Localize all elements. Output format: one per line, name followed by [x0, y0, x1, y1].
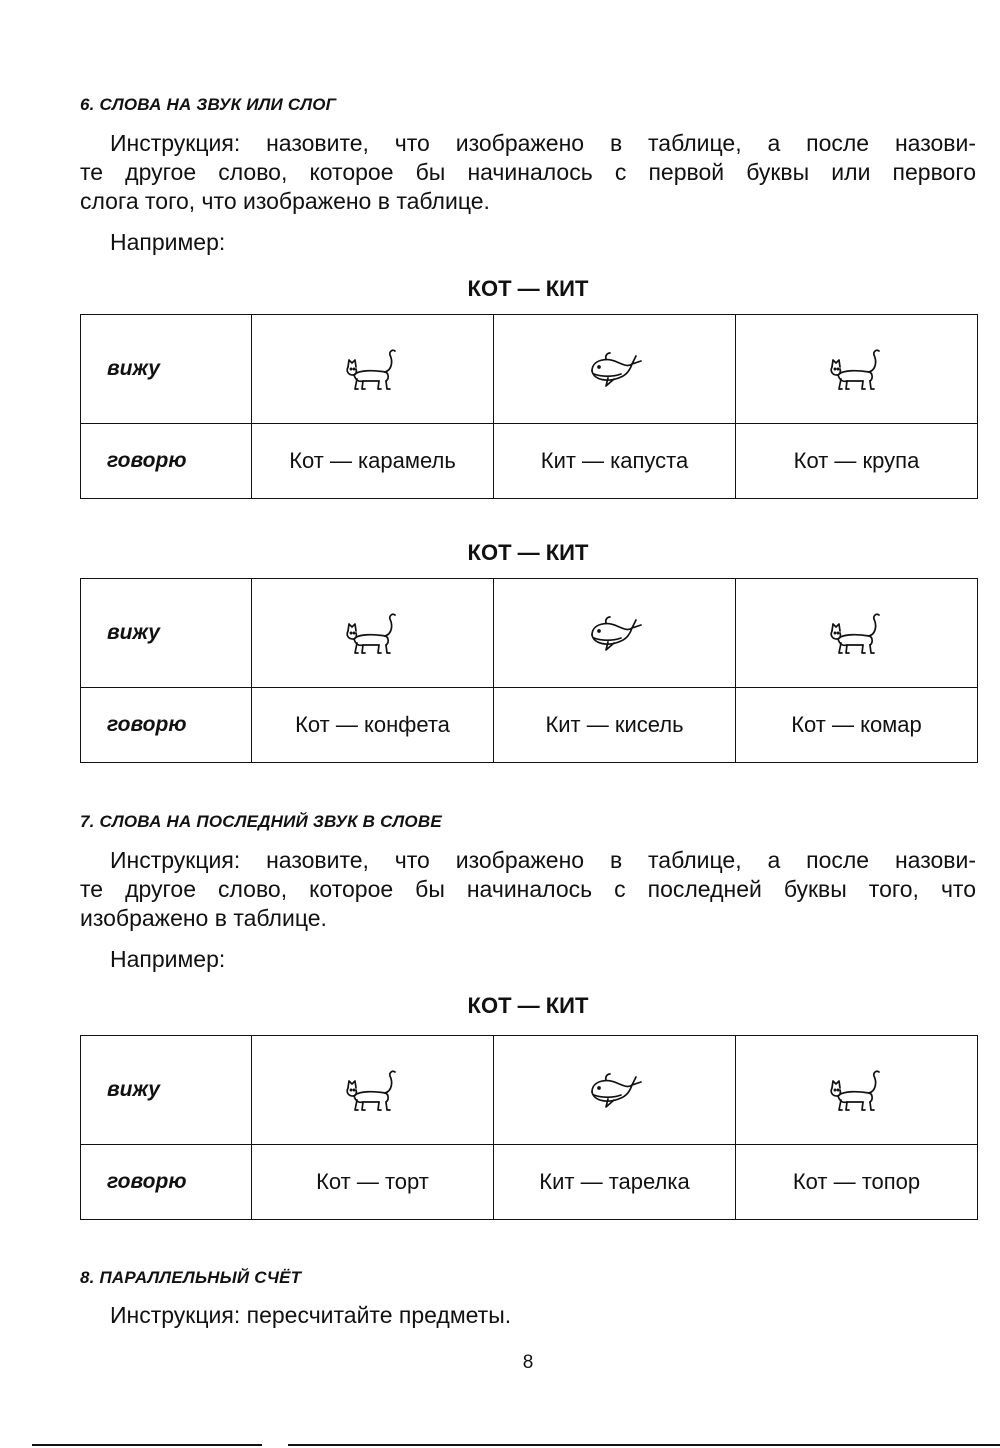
- whale-icon: [586, 619, 644, 644]
- instruction-line: изображено в таблице.: [80, 905, 327, 931]
- cat-icon: [344, 619, 402, 644]
- picture-cell: [736, 315, 978, 424]
- say-label: говорю: [81, 424, 252, 499]
- say-label: говорю: [81, 1145, 252, 1220]
- word-table-2: [80, 578, 978, 763]
- instruction-line: те другое слово, которое бы начиналось с последней буквы того, что: [80, 876, 976, 902]
- example-label: Например:: [110, 946, 226, 972]
- cat-icon: [344, 355, 402, 380]
- word-cell: Кот — торт: [252, 1145, 494, 1220]
- word-cell: Кот — крупа: [736, 424, 978, 499]
- example-label: Например:: [110, 229, 226, 255]
- section-6-heading: 6. СЛОВА НА ЗВУК ИЛИ СЛОГ: [80, 95, 337, 114]
- footer-rule-right: [288, 1444, 1000, 1446]
- footer-rule-left: [32, 1444, 262, 1446]
- picture-cell: [736, 1036, 978, 1145]
- table-caption: КОТ — КИТ: [467, 276, 589, 301]
- say-label: говорю: [81, 688, 252, 763]
- section-6-instruction: [80, 129, 976, 216]
- table-caption: КОТ — КИТ: [467, 993, 589, 1018]
- instruction-line: Инструкция: назовите, что изображено в таблице, а после назови-: [110, 847, 976, 873]
- instruction-line: слога того, что изображено в таблице.: [80, 188, 490, 214]
- section-8-heading: 8. ПАРАЛЛЕЛЬНЫЙ СЧЁТ: [80, 1268, 302, 1287]
- cat-icon: [344, 1076, 402, 1101]
- cat-icon: [828, 355, 886, 380]
- word-cell: Кот — конфета: [252, 688, 494, 763]
- section-7-instruction: [80, 846, 976, 933]
- picture-cell: [252, 579, 494, 688]
- picture-cell: [494, 579, 736, 688]
- section-7-heading: 7. СЛОВА НА ПОСЛЕДНИЙ ЗВУК В СЛОВЕ: [80, 812, 442, 831]
- word-cell: Кот — комар: [736, 688, 978, 763]
- see-label: вижу: [81, 579, 252, 688]
- see-label: вижу: [81, 315, 252, 424]
- page-number: 8: [522, 1352, 534, 1373]
- word-table-3: [80, 1035, 978, 1220]
- picture-cell: [252, 315, 494, 424]
- word-cell: Кит — кисель: [494, 688, 736, 763]
- picture-cell: [736, 579, 978, 688]
- picture-cell: [494, 1036, 736, 1145]
- whale-icon: [586, 1076, 644, 1101]
- whale-icon: [586, 355, 644, 380]
- cat-icon: [828, 619, 886, 644]
- table-caption: КОТ — КИТ: [467, 540, 589, 565]
- picture-cell: [252, 1036, 494, 1145]
- cat-icon: [828, 1076, 886, 1101]
- picture-cell: [494, 315, 736, 424]
- word-cell: Кот — карамель: [252, 424, 494, 499]
- word-cell: Кит — капуста: [494, 424, 736, 499]
- word-cell: Кит — тарелка: [494, 1145, 736, 1220]
- see-label: вижу: [81, 1036, 252, 1145]
- instruction-line: те другое слово, которое бы начиналось с первой буквы или первого: [80, 159, 976, 185]
- word-cell: Кот — топор: [736, 1145, 978, 1220]
- section-8-instruction: Инструкция: пересчитайте предметы.: [110, 1302, 512, 1328]
- word-table-1: [80, 314, 978, 499]
- instruction-line: Инструкция: назовите, что изображено в таблице, а после назови-: [110, 130, 976, 156]
